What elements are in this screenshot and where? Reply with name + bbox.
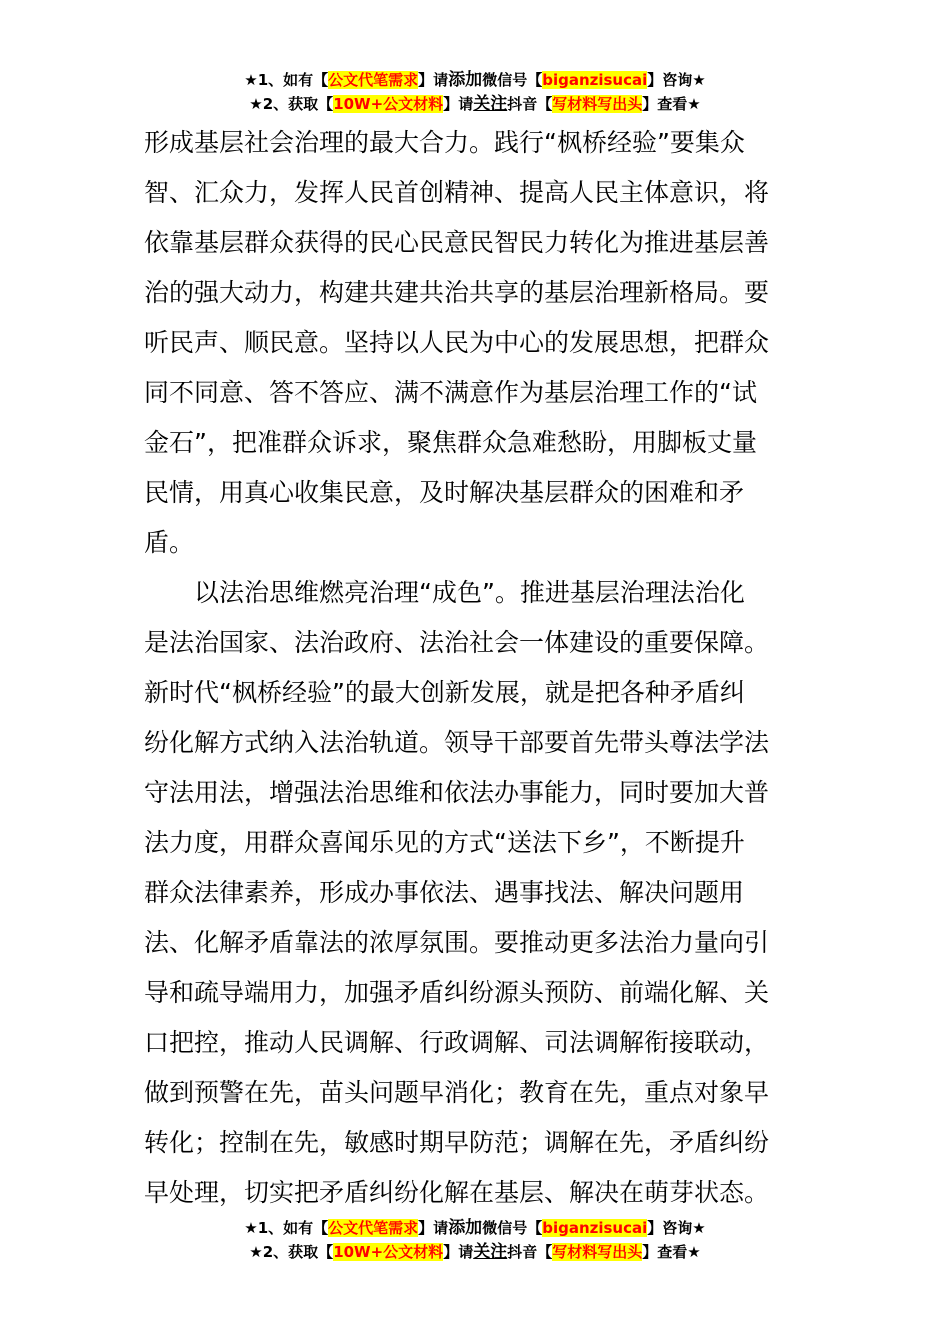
body-line: 法力度，用群众喜闻乐见的方式“送法下乡”，不断提升: [144, 828, 745, 857]
body-line: 盾。: [144, 528, 195, 557]
banner-highlight: 写材料写出头: [552, 1243, 643, 1261]
body-line: 导和疏导端用力，加强矛盾纠纷源头预防、前端化解、关: [144, 978, 770, 1007]
banner-text: 抖音【: [507, 1243, 553, 1261]
banner-highlight: 公文代笔需求: [328, 71, 419, 89]
body-line: 纷化解方式纳入法治轨道。领导干部要首先带头尊法学法: [144, 728, 770, 757]
banner-highlight: 公文代笔需求: [328, 1219, 419, 1237]
banner-text: ★1、如有【: [244, 1219, 329, 1237]
banner-text: 】请: [418, 1219, 449, 1237]
body-line: 新时代“枫桥经验”的最大创新发展，就是把各种矛盾纠: [144, 678, 745, 707]
banner-text: 】请: [443, 95, 474, 113]
body-line: 口把控，推动人民调解、行政调解、司法调解衔接联动，: [144, 1028, 770, 1057]
banner-text: 微信号【: [482, 71, 543, 89]
banner-text: ★2、获取【: [249, 1243, 334, 1261]
body-line: 金石”，把准群众诉求，聚焦群众急难愁盼，用脚板丈量: [144, 428, 757, 457]
banner-highlight: biganzisucai: [542, 71, 648, 89]
banner-emphasis: 添加: [448, 1218, 483, 1238]
banner-line-2: [0, 92, 950, 116]
body-line: 转化；控制在先，敏感时期早防范；调解在先，矛盾纠纷: [144, 1128, 770, 1157]
body-line: 治的强大动力，构建共建共治共享的基层治理新格局。要: [144, 278, 770, 307]
banner-line-1: [0, 1216, 950, 1240]
body-line: 同不同意、答不答应、满不满意作为基层治理工作的“试: [144, 378, 757, 407]
banner-emphasis: 关注: [473, 1242, 508, 1262]
body-line: 守法用法，增强法治思维和依法办事能力，同时要加大普: [144, 778, 770, 807]
banner-text: ★1、如有【: [244, 71, 329, 89]
banner-text: 】查看★: [642, 95, 701, 113]
body-line: 做到预警在先，苗头问题早消化；教育在先，重点对象早: [144, 1078, 770, 1107]
banner-highlight: 10W+公文材料: [333, 95, 444, 113]
banner-line-2: [0, 1240, 950, 1264]
banner-text: 】查看★: [642, 1243, 701, 1261]
body-line: 智、汇众力，发挥人民首创精神、提高人民主体意识，将: [144, 178, 770, 207]
banner-highlight: 写材料写出头: [552, 95, 643, 113]
banner-text: ★2、获取【: [249, 95, 334, 113]
body-line: 是法治国家、法治政府、法治社会一体建设的重要保障。: [144, 628, 770, 657]
banner-highlight: 10W+公文材料: [333, 1243, 444, 1261]
body-line: 民情，用真心收集民意，及时解决基层群众的困难和矛: [144, 478, 745, 507]
banner-emphasis: 关注: [473, 94, 508, 114]
banner-highlight: biganzisucai: [542, 1219, 648, 1237]
banner-text: 微信号【: [482, 1219, 543, 1237]
banner-text: 】咨询★: [647, 71, 706, 89]
footer-banner: [0, 1216, 950, 1264]
header-banner: [0, 68, 950, 116]
paragraph-start-line: 以法治思维燃亮治理“成色”。推进基层治理法治化: [194, 578, 745, 607]
document-body: [144, 118, 808, 1218]
banner-text: 】请: [418, 71, 449, 89]
banner-text: 】咨询★: [647, 1219, 706, 1237]
body-line: 形成基层社会治理的最大合力。践行“枫桥经验”要集众: [144, 128, 745, 157]
body-line: 群众法律素养，形成办事依法、遇事找法、解决问题用: [144, 878, 745, 907]
banner-text: 】请: [443, 1243, 474, 1261]
body-line: 听民声、顺民意。坚持以人民为中心的发展思想，把群众: [144, 328, 770, 357]
body-line: 依靠基层群众获得的民心民意民智民力转化为推进基层善: [144, 228, 770, 257]
body-line: 法、化解矛盾靠法的浓厚氛围。要推动更多法治力量向引: [144, 928, 770, 957]
banner-line-1: [0, 68, 950, 92]
banner-text: 抖音【: [507, 95, 553, 113]
banner-emphasis: 添加: [448, 70, 483, 90]
body-line: 早处理，切实把矛盾纠纷化解在基层、解决在萌芽状态。: [144, 1178, 770, 1207]
